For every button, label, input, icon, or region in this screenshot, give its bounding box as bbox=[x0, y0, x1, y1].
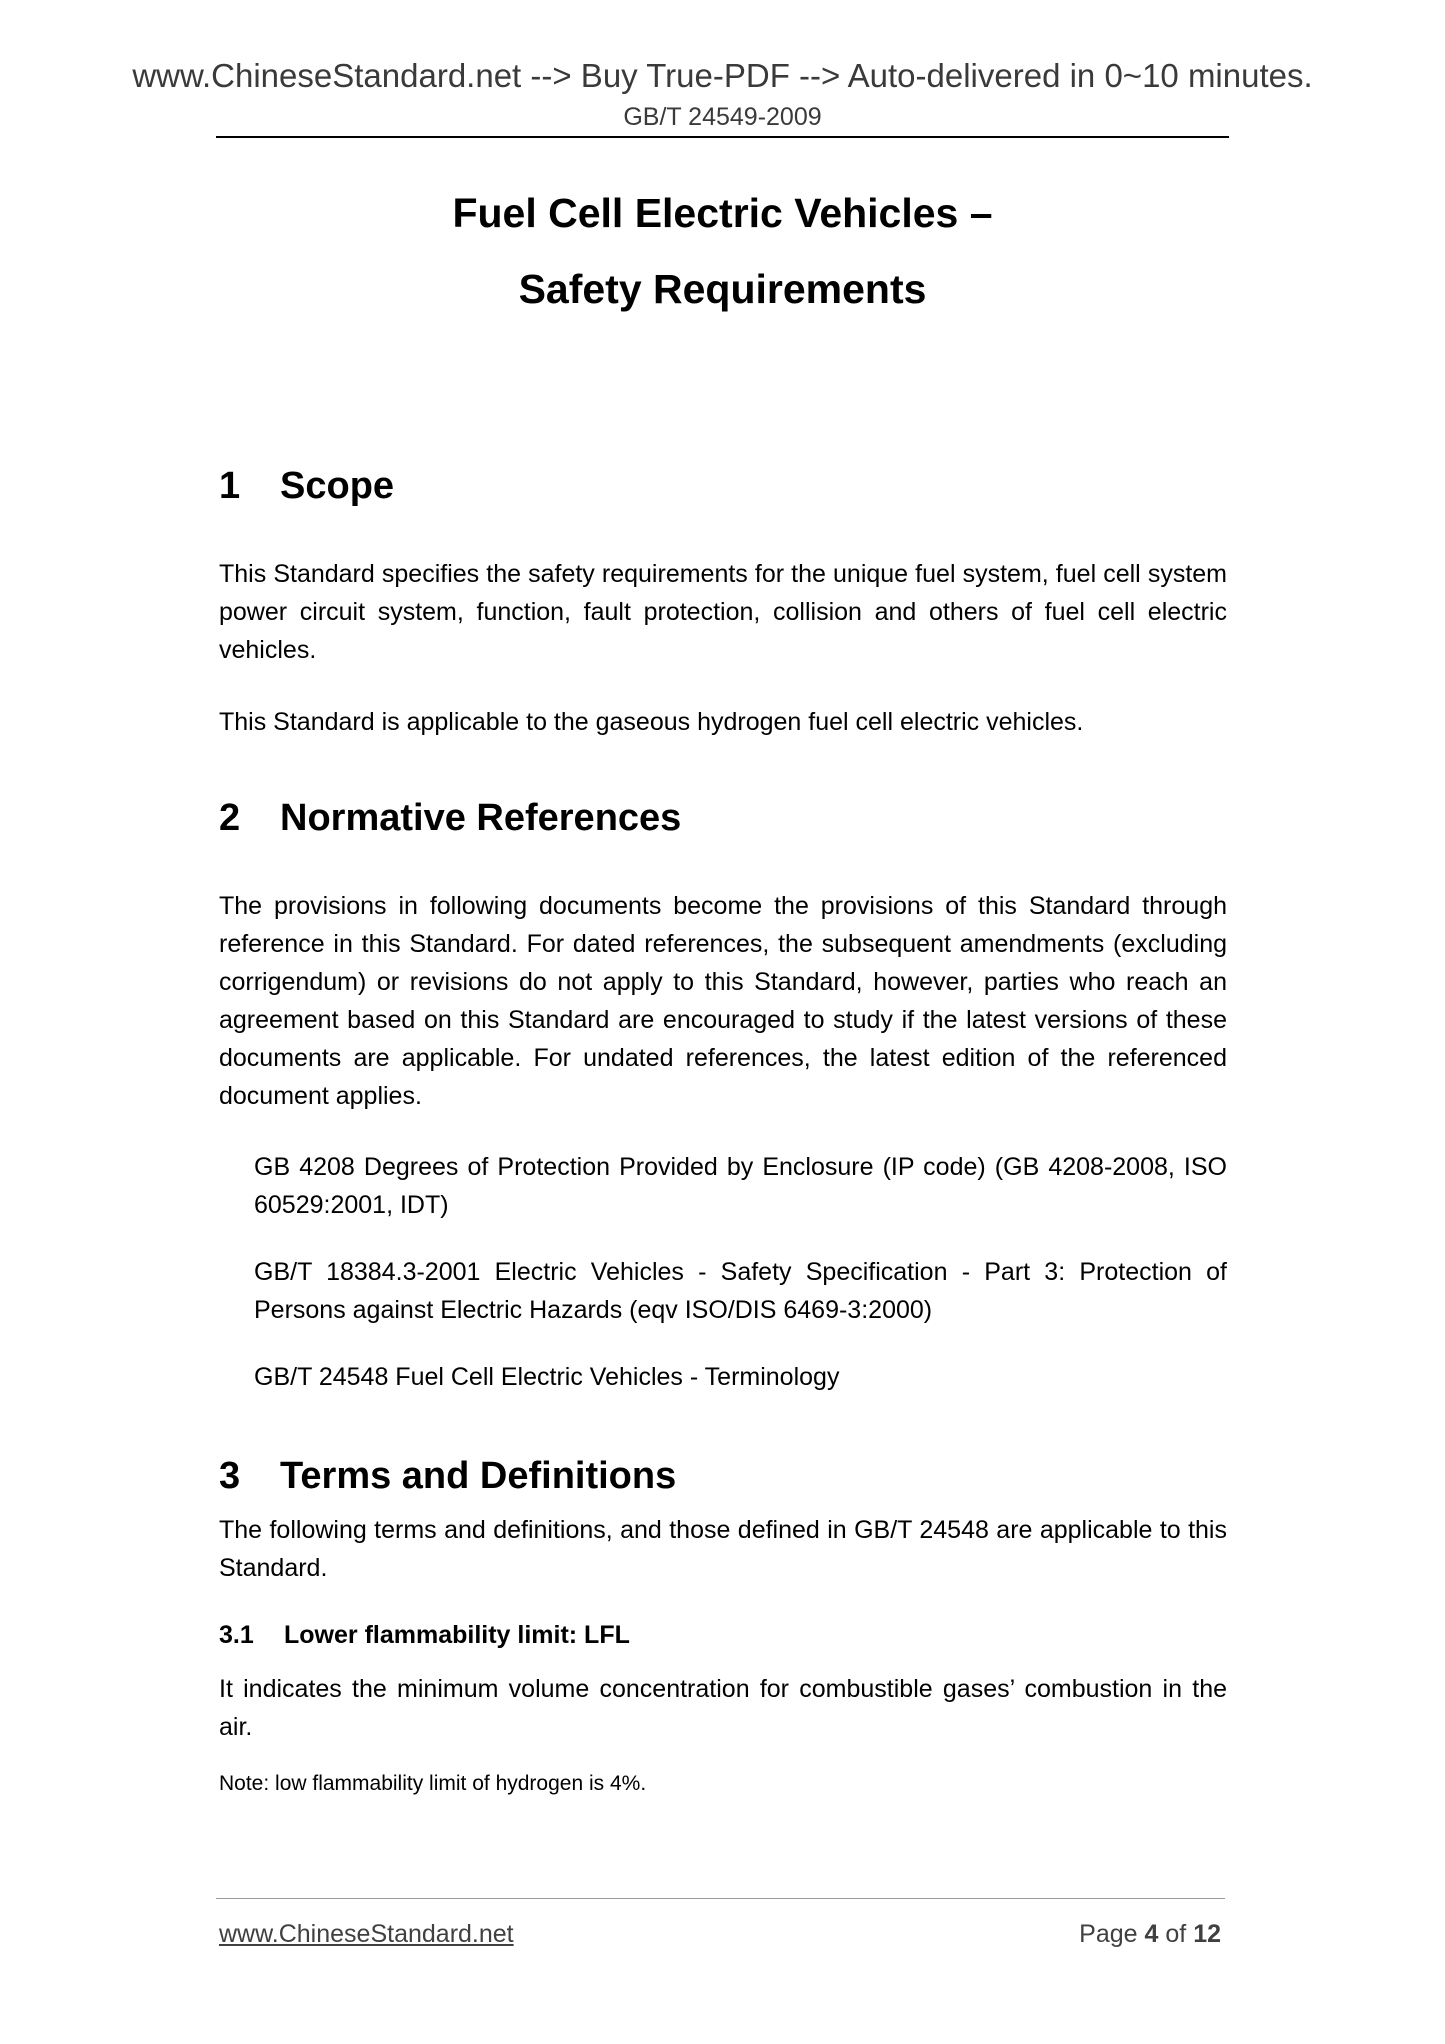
section-2-heading bbox=[219, 795, 681, 841]
section-3-heading bbox=[219, 1453, 676, 1499]
page-prefix: Page bbox=[1079, 1920, 1138, 1948]
reference-item: GB/T 24548 Fuel Cell Electric Vehicles - Terminology bbox=[254, 1363, 840, 1391]
reference-item: GB 4208 Degrees of Protection Provided by Enclosure (IP code) (GB 4208-2008, ISO 60529:2001, IDT) bbox=[254, 1153, 1227, 1219]
document-id: GB/T 24549-2009 bbox=[623, 103, 822, 131]
scope-paragraph-1: This Standard specifies the safety requirements for the unique fuel system, fuel cell system power circuit system, function, fault protection, collision and others of fuel cell electric vehicles. bbox=[219, 560, 1227, 664]
document-title-line-1: Fuel Cell Electric Vehicles – bbox=[452, 190, 993, 236]
subsection-3-1-title: Lower flammability limit: LFL bbox=[284, 1621, 630, 1649]
lfl-note: Note: low flammability limit of hydrogen is 4%. bbox=[219, 1772, 647, 1795]
subsection-3-1-number: 3.1 bbox=[219, 1621, 254, 1649]
references-intro: The provisions in following documents become the provisions of this Standard through reference in this Standard. For dated references, the subsequent amendments (excluding corrigendum) or revisions do not apply to this Standard, however, parties who reach an agreement based on this Standard are encouraged to study if the latest versions of these documents are applicable. For undated references, the latest edition of the referenced document applies. bbox=[219, 892, 1227, 1110]
subsection-3-1-heading bbox=[219, 1616, 630, 1654]
reference-item: GB/T 18384.3-2001 Electric Vehicles - Safety Specification - Part 3: Protection of Persons against Electric Hazards (eqv ISO/DIS 6469-3:2000) bbox=[254, 1258, 1227, 1324]
section-2-number: 2 bbox=[219, 797, 241, 839]
scope-paragraph-2: This Standard is applicable to the gaseous hydrogen fuel cell electric vehicles. bbox=[219, 708, 1084, 736]
document-title-line-2: Safety Requirements bbox=[518, 266, 927, 312]
footer-website-link[interactable]: www.ChineseStandard.net bbox=[219, 1920, 514, 1948]
section-1-heading bbox=[219, 463, 394, 509]
section-1-title: Scope bbox=[280, 465, 395, 507]
terms-intro: The following terms and definitions, and those defined in GB/T 24548 are applicable to this Standard. bbox=[219, 1516, 1227, 1582]
page-current: 4 bbox=[1144, 1920, 1159, 1948]
header-banner: www.ChineseStandard.net --> Buy True-PDF --> Auto-delivered in 0~10 minutes. bbox=[132, 57, 1313, 94]
page-number bbox=[1079, 1918, 1221, 1950]
page-of: of bbox=[1165, 1920, 1187, 1948]
section-3-title: Terms and Definitions bbox=[280, 1455, 677, 1497]
section-3-number: 3 bbox=[219, 1455, 241, 1497]
section-1-number: 1 bbox=[219, 465, 241, 507]
footer-divider bbox=[216, 1898, 1225, 1899]
section-2-title: Normative References bbox=[280, 797, 682, 839]
lfl-definition: It indicates the minimum volume concentration for combustible gases’ combustion in the air. bbox=[219, 1675, 1227, 1741]
header-divider bbox=[216, 136, 1229, 138]
page-total: 12 bbox=[1193, 1920, 1221, 1948]
